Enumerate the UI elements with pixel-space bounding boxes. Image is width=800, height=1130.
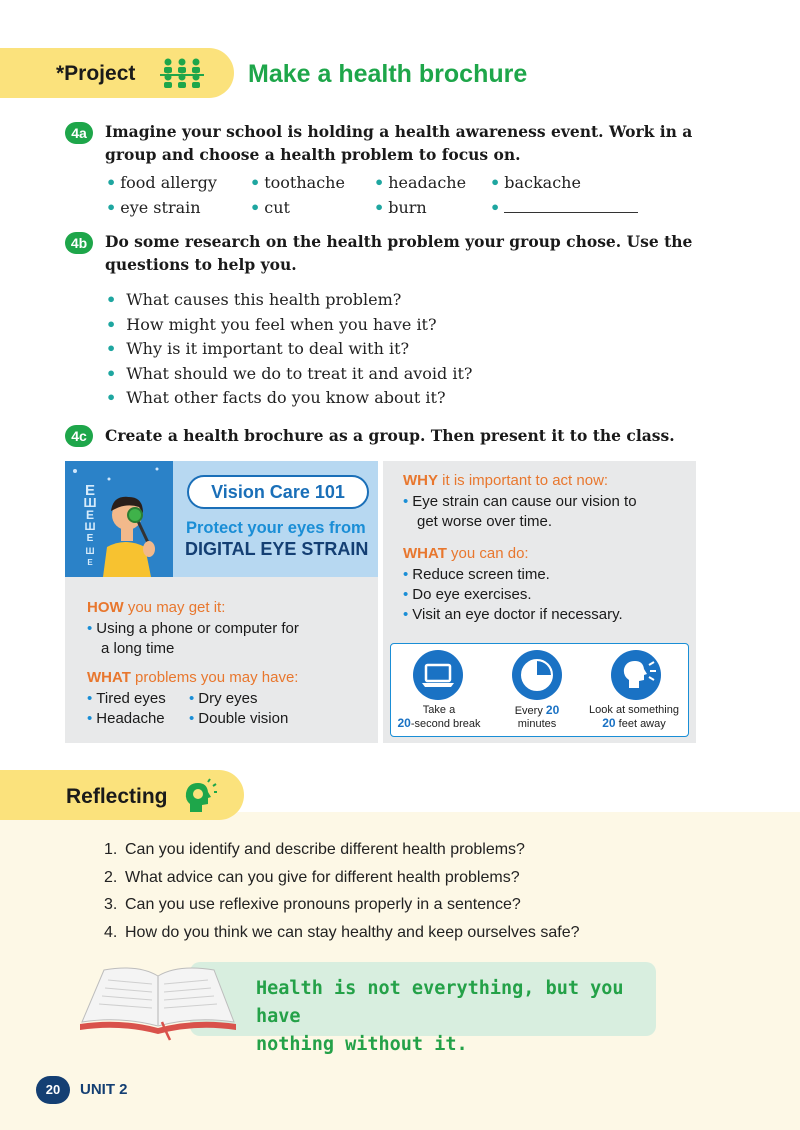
list-item: • Why is it important to deal with it? [106,339,410,358]
task-4b-badge: 4b [65,232,93,254]
problem-item: • Double vision [189,710,289,727]
do-heading: WHAT you can do: [403,545,529,562]
how-item-cont: a long time [101,640,175,657]
option-blank[interactable]: • [490,198,638,217]
project-label: *Project [56,62,136,85]
list-item: 1. Can you identify and describe different health problems? [104,841,525,858]
brochure-header [65,461,378,577]
problem-item: • Tired eyes [87,690,166,707]
list-item: • What causes this health problem? [106,290,402,309]
list-item: 4. How do you think we can stay healthy and keep ourselves safe? [104,923,580,941]
look-far-icon [611,650,661,700]
list-item: 2. What advice can you give for different health problems? [104,868,520,886]
why-item-cont: get worse over time. [417,513,553,530]
option-item: • cut [250,198,290,217]
laptop-icon [413,650,463,700]
do-item: • Do eye exercises. [403,586,532,603]
tip-distance: Look at something 20 feet away [589,704,679,730]
problem-item: • Dry eyes [189,690,258,707]
reflecting-label: Reflecting [66,785,168,808]
option-item: • backache [490,173,581,192]
clock-icon [512,650,562,700]
group-work-icon [160,57,204,94]
list-item: • What should we do to treat it and avoid it? [106,363,473,383]
idea-head-icon [184,778,218,819]
question-list [106,288,472,411]
task-4c-badge: 4c [65,425,93,447]
unit-label: UNIT 2 [80,1081,128,1098]
list-item: • How might you feel when you have it? [106,314,437,334]
list-item: 3. Can you use reflexive pronouns properly in a sentence? [104,896,521,913]
brochure-subtitle-emphasis: DIGITAL EYE STRAIN [185,539,369,559]
problems-heading: WHAT problems you may have: [87,669,299,686]
eye-exam-illustration [65,461,173,577]
problem-item: • Headache [87,710,165,727]
task-4b-instruction: Do some research on the health problem your group chose. Use the questions to help you. [105,232,693,274]
brochure-right-panel [381,461,696,743]
brochure-subtitle: Protect your eyes from [186,519,366,537]
task-4c-instruction: Create a health brochure as a group. Then present it to the class. [105,426,675,445]
option-item: • headache [374,173,467,192]
20-20-20-tips [390,643,689,737]
open-book-icon [78,962,238,1047]
option-item: • burn [374,198,427,217]
tip-interval: Every 20 minutes [514,703,560,730]
tip-break: Take a 20-second break [397,704,481,730]
brochure-title: Vision Care 101 [187,475,369,509]
project-title: Make a health brochure [248,60,528,88]
health-brochure [65,461,694,743]
page-number: 20 [36,1076,70,1104]
eye-chart-letters: E Ш E Ш E Ш E [83,482,97,567]
do-item: • Reduce screen time. [403,566,550,583]
why-item: • Eye strain can cause our vision to [403,493,637,510]
how-heading: HOW you may get it: [87,599,226,616]
why-heading: WHY it is important to act now: [403,472,609,489]
option-item: • toothache [250,173,345,192]
reflecting-banner [0,770,244,820]
brochure-left-panel [65,461,378,743]
reflecting-list [104,836,580,946]
project-banner [0,48,234,98]
how-item: • Using a phone or computer for [87,620,299,637]
list-item: • What other facts do you know about it? [106,388,446,407]
health-quote: Health is not everything, but you have nothing without it. [256,978,624,1055]
option-item: • eye strain [106,198,201,217]
option-item: • food allergy [106,173,217,192]
task-4a-instruction: Imagine your school is holding a health awareness event. Work in a group and choose a health problem to focus on. [105,122,693,164]
task-4a-badge: 4a [65,122,93,144]
do-item: • Visit an eye doctor if necessary. [403,606,623,623]
